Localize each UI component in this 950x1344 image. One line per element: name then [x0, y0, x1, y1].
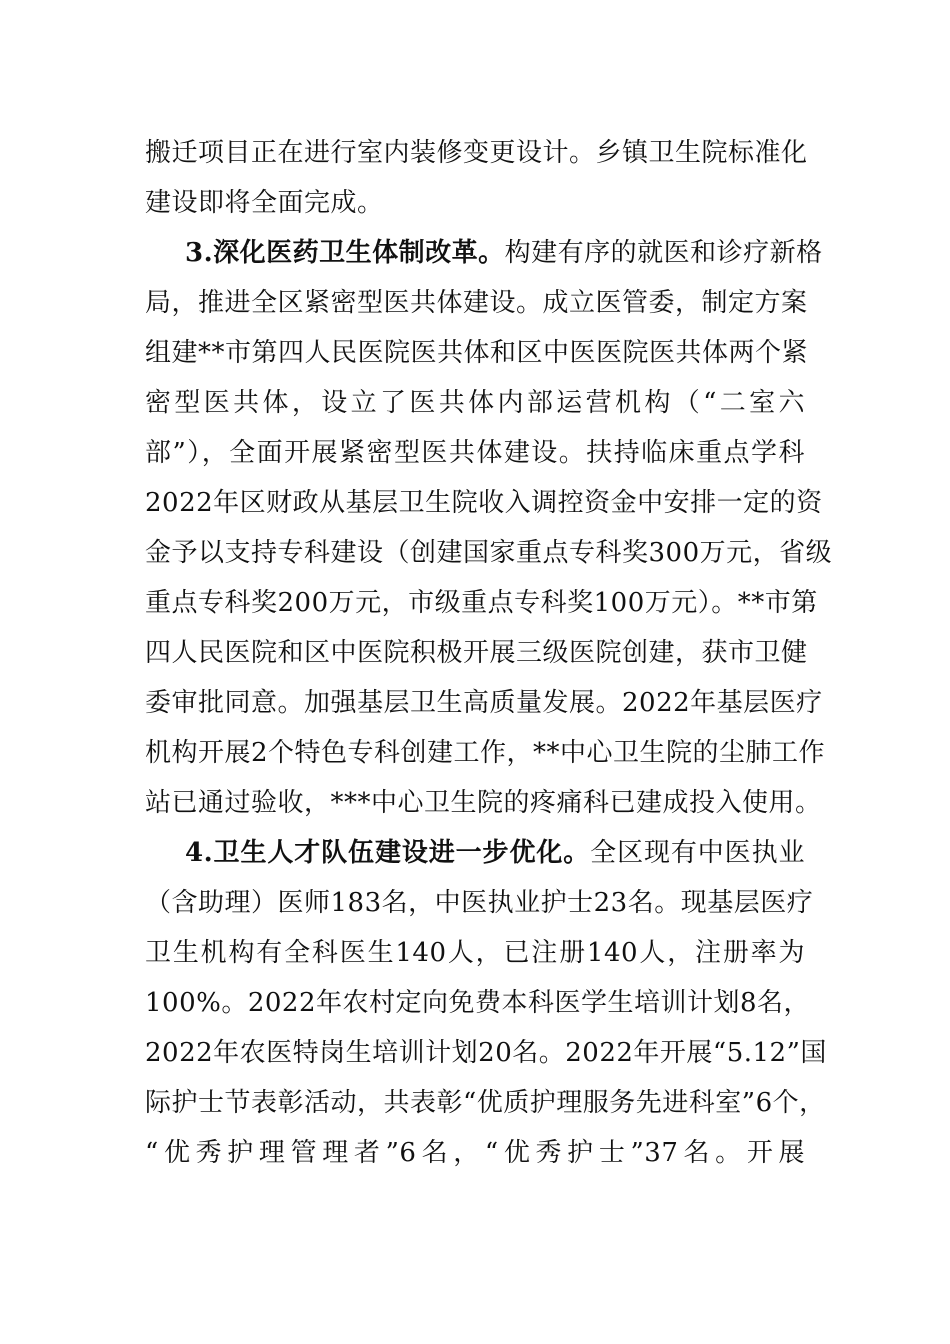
paragraph-line: 组建**市第四人民医院医共体和区中医医院医共体两个紧 — [145, 338, 809, 368]
paragraph-line: 2022年农医特岗生培训计划20名。2022年开展“5.12”国 — [145, 1038, 827, 1068]
paragraph-line: 2022年区财政从基层卫生院收入调控资金中安排一定的资 — [145, 488, 823, 518]
paragraph-line: 际护士节表彰活动，共表彰“优质护理服务先进科室”6个， — [145, 1088, 826, 1118]
paragraph-line: 局，推进全区紧密型医共体建设。成立医管委，制定方案 — [145, 288, 808, 318]
section-heading: 4.卫生人才队伍建设进一步优化。 — [185, 838, 591, 868]
paragraph-line: 建设即将全面完成。 — [145, 188, 384, 218]
paragraph-line: 委审批同意。加强基层卫生高质量发展。2022年基层医疗 — [145, 688, 823, 718]
paragraph-first-line — [145, 228, 823, 278]
paragraph-first-line — [145, 828, 805, 878]
paragraph-line: 机构开展2个特色专科创建工作，**中心卫生院的尘肺工作 — [145, 738, 826, 768]
paragraph-line: 四人民医院和区中医院积极开展三级医院创建，获市卫健 — [145, 638, 808, 668]
paragraph-line: 重点专科奖200万元，市级重点专科奖100万元）。**市第 — [145, 588, 818, 618]
paragraph-line: 搬迁项目正在进行室内装修变更设计。乡镇卫生院标准化 — [145, 138, 808, 168]
section-heading: 3.深化医药卫生体制改革。 — [185, 238, 505, 268]
paragraph-line: 密型医共体，设立了医共体内部运营机构（“二室六 — [145, 388, 805, 418]
paragraph-line: 金予以支持专科建设（创建国家重点专科奖300万元，省级 — [145, 538, 833, 568]
paragraph-line: 卫生机构有全科医生140人，已注册140人，注册率为 — [145, 938, 805, 968]
paragraph-line: 部”），全面开展紧密型医共体建设。扶持临床重点学科 — [145, 438, 805, 468]
paragraph-line: “优秀护理管理者”6名，“优秀护士”37名。开展 — [145, 1138, 805, 1168]
paragraph-line: （含助理）医师183名，中医执业护士23名。现基层医疗 — [145, 888, 814, 918]
document-body — [145, 128, 833, 1178]
paragraph-line: 站已通过验收，***中心卫生院的疼痛科已建成投入使用。 — [145, 788, 822, 818]
paragraph-text: 构建有序的就医和诊疗新格 — [504, 238, 823, 268]
paragraph-line: 100%。2022年农村定向免费本科医学生培训计划8名， — [145, 988, 811, 1018]
paragraph-text: 全区现有中医执业 — [590, 838, 805, 868]
